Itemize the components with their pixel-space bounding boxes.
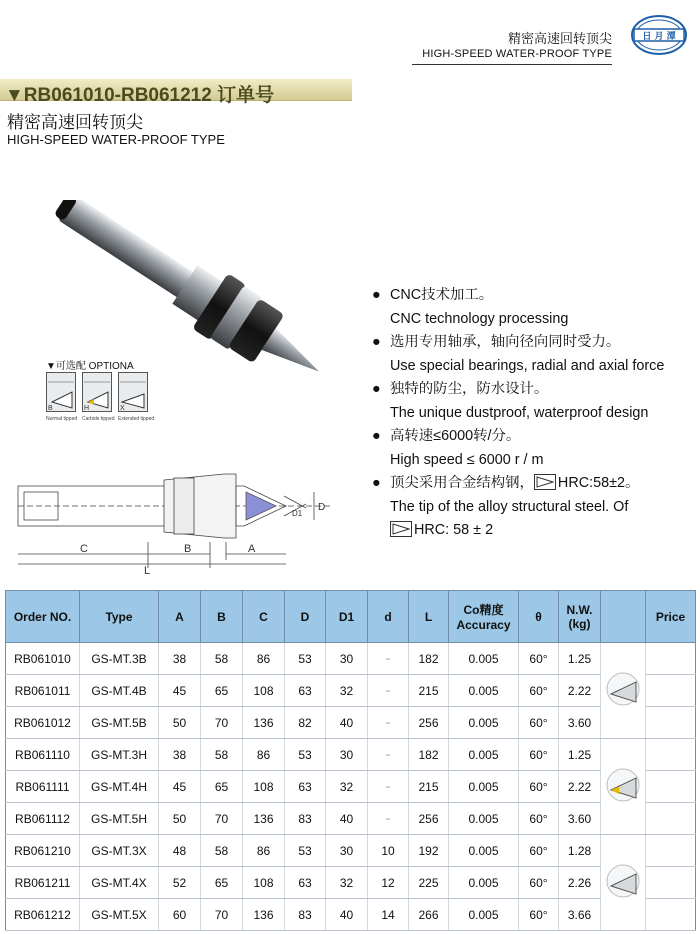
table-cell: 3.66	[559, 899, 601, 931]
table-cell: 83	[285, 803, 326, 835]
price-cell	[646, 739, 696, 771]
table-cell: 266	[409, 899, 449, 931]
table-cell: 40	[326, 803, 368, 835]
table-cell: 136	[243, 707, 285, 739]
table-row	[6, 771, 696, 803]
option-letter-b: B	[48, 405, 53, 412]
table-cell: 58	[201, 835, 243, 867]
table-row	[6, 739, 696, 771]
table-cell: 0.005	[449, 739, 519, 771]
table-row	[6, 803, 696, 835]
price-cell	[646, 643, 696, 675]
table-cell: 63	[285, 867, 326, 899]
hardness-symbol-icon	[534, 474, 556, 490]
table-cell: 3.60	[559, 707, 601, 739]
table-cell: 225	[409, 867, 449, 899]
table-cell: 60°	[519, 643, 559, 675]
table-cell: 0.005	[449, 771, 519, 803]
table-cell: 14	[368, 899, 409, 931]
feature-item: CNC technology processing	[390, 310, 569, 327]
table-cell: 182	[409, 739, 449, 771]
column-header: L	[409, 591, 449, 643]
table-cell: 1.25	[559, 643, 601, 675]
dim-a: A	[248, 543, 256, 555]
table-cell: 2.26	[559, 867, 601, 899]
table-cell: 30	[326, 835, 368, 867]
table-cell: ~	[368, 707, 409, 739]
table-cell: 58	[201, 643, 243, 675]
feature-item: ● 顶尖采用合金结构钢， HRC:58±2。	[372, 475, 640, 491]
table-cell: 45	[159, 771, 201, 803]
order-banner-text: ▼RB061010-RB061212 订单号	[5, 85, 275, 106]
table-cell: 32	[326, 771, 368, 803]
technical-drawing	[14, 456, 334, 581]
table-cell: 65	[201, 771, 243, 803]
header-title-en: HIGH-SPEED WATER-PROOF TYPE	[422, 48, 612, 60]
table-cell: 192	[409, 835, 449, 867]
table-cell: 0.005	[449, 675, 519, 707]
header-divider	[412, 64, 612, 65]
dim-l: L	[144, 565, 151, 576]
column-header: N.W. (kg)	[559, 591, 601, 643]
table-cell: ~	[368, 803, 409, 835]
dim-d: D	[318, 502, 326, 513]
table-row	[6, 643, 696, 675]
table-cell: 50	[159, 803, 201, 835]
option-letter-h: H	[84, 405, 90, 412]
table-cell: RB061112	[6, 803, 80, 835]
table-row	[6, 835, 696, 867]
table-cell: 0.005	[449, 835, 519, 867]
table-cell: GS-MT.5B	[80, 707, 159, 739]
column-header: d	[368, 591, 409, 643]
table-cell: 215	[409, 771, 449, 803]
table-cell: 63	[285, 771, 326, 803]
price-cell	[646, 675, 696, 707]
price-cell	[646, 771, 696, 803]
table-cell: GS-MT.5X	[80, 899, 159, 931]
table-cell: 53	[285, 835, 326, 867]
table-cell: 256	[409, 803, 449, 835]
tip-type-icon	[601, 643, 646, 739]
table-cell: 182	[409, 643, 449, 675]
table-cell: 65	[201, 867, 243, 899]
table-cell: 0.005	[449, 867, 519, 899]
column-header: D1	[326, 591, 368, 643]
column-header: C	[243, 591, 285, 643]
subtitle-en: HIGH-SPEED WATER-PROOF TYPE	[7, 132, 225, 147]
table-cell: 136	[243, 899, 285, 931]
table-cell: 108	[243, 675, 285, 707]
table-cell: 86	[243, 739, 285, 771]
table-cell: RB061010	[6, 643, 80, 675]
price-cell	[646, 899, 696, 931]
table-cell: 60°	[519, 803, 559, 835]
price-cell	[646, 707, 696, 739]
table-cell: 70	[201, 803, 243, 835]
table-cell: 60°	[519, 707, 559, 739]
table-cell: 12	[368, 867, 409, 899]
table-cell: 215	[409, 675, 449, 707]
table-cell: ~	[368, 643, 409, 675]
dim-c: C	[80, 543, 88, 555]
table-cell: 1.28	[559, 835, 601, 867]
table-cell: 86	[243, 835, 285, 867]
table-cell: 60°	[519, 867, 559, 899]
options-title: ▼可选配 OPTIONA	[46, 361, 134, 372]
table-cell: 0.005	[449, 803, 519, 835]
table-cell: RB061110	[6, 739, 80, 771]
column-header: θ	[519, 591, 559, 643]
table-cell: RB061011	[6, 675, 80, 707]
table-cell: RB061012	[6, 707, 80, 739]
table-cell: 60°	[519, 835, 559, 867]
table-cell: 60°	[519, 899, 559, 931]
table-cell: GS-MT.4H	[80, 771, 159, 803]
table-cell: 53	[285, 739, 326, 771]
table-cell: 48	[159, 835, 201, 867]
table-cell: 2.22	[559, 771, 601, 803]
table-cell: 3.60	[559, 803, 601, 835]
price-cell	[646, 867, 696, 899]
table-cell: 32	[326, 675, 368, 707]
table-cell: ~	[368, 739, 409, 771]
subtitle-cn: 精密高速回转顶尖	[7, 113, 143, 132]
table-cell: GS-MT.3H	[80, 739, 159, 771]
table-cell: 65	[201, 675, 243, 707]
table-cell: 30	[326, 739, 368, 771]
table-cell: GS-MT.5H	[80, 803, 159, 835]
table-cell: 40	[326, 899, 368, 931]
table-row	[6, 899, 696, 931]
table-cell: 70	[201, 707, 243, 739]
table-cell: RB061211	[6, 867, 80, 899]
table-cell: 108	[243, 867, 285, 899]
table-cell: 30	[326, 643, 368, 675]
table-cell: GS-MT.4B	[80, 675, 159, 707]
table-cell: 0.005	[449, 643, 519, 675]
table-cell: 58	[201, 739, 243, 771]
column-header: Type	[80, 591, 159, 643]
column-header: Price	[646, 591, 696, 643]
column-header: Order NO.	[6, 591, 80, 643]
table-cell: 83	[285, 899, 326, 931]
table-cell: 60	[159, 899, 201, 931]
feature-item: ● 选用专用轴承，轴向径向同时受力。	[372, 334, 621, 350]
feature-item: ● 独特的防尘，防水设计。	[372, 381, 549, 397]
table-cell: 40	[326, 707, 368, 739]
table-cell: 256	[409, 707, 449, 739]
table-cell: 136	[243, 803, 285, 835]
table-cell: 38	[159, 739, 201, 771]
table-cell: 45	[159, 675, 201, 707]
feature-item: ● CNC技术加工。	[372, 287, 494, 303]
feature-item: High speed ≤ 6000 r / m	[390, 451, 544, 468]
table-cell: 0.005	[449, 899, 519, 931]
price-cell	[646, 803, 696, 835]
table-cell: ~	[368, 675, 409, 707]
table-cell: ~	[368, 771, 409, 803]
table-cell: GS-MT.4X	[80, 867, 159, 899]
table-cell: 10	[368, 835, 409, 867]
column-header: B	[201, 591, 243, 643]
table-cell: 108	[243, 771, 285, 803]
feature-item: Use special bearings, radial and axial force	[390, 357, 665, 374]
dim-b: B	[184, 543, 192, 555]
tip-type-icon	[601, 739, 646, 835]
brand-logo	[630, 14, 688, 56]
table-cell: 86	[243, 643, 285, 675]
option-label-normal: Normal tipped	[46, 416, 78, 422]
option-letter-x: X	[120, 405, 125, 412]
table-cell: 32	[326, 867, 368, 899]
column-header: Co精度 Accuracy	[449, 591, 519, 643]
table-cell: GS-MT.3X	[80, 835, 159, 867]
hardness-symbol-icon	[390, 521, 412, 537]
feature-list	[372, 284, 696, 543]
table-cell: 0.005	[449, 707, 519, 739]
table-cell: 60°	[519, 675, 559, 707]
option-label-carbide: Carbide tipped	[82, 416, 115, 422]
table-cell: 52	[159, 867, 201, 899]
table-cell: RB061210	[6, 835, 80, 867]
table-cell: 60°	[519, 739, 559, 771]
table-cell: 82	[285, 707, 326, 739]
table-cell: RB061212	[6, 899, 80, 931]
table-cell: 38	[159, 643, 201, 675]
feature-item: The unique dustproof, waterproof design	[390, 404, 649, 421]
column-header: A	[159, 591, 201, 643]
table-cell: 53	[285, 643, 326, 675]
price-cell	[646, 835, 696, 867]
table-cell: RB061111	[6, 771, 80, 803]
logo-text: 日 月 潭	[642, 32, 676, 42]
table-cell: GS-MT.3B	[80, 643, 159, 675]
tip-type-icon	[601, 835, 646, 931]
table-row	[6, 707, 696, 739]
feature-item: HRC: 58 ± 2	[372, 519, 696, 543]
table-cell: 2.22	[559, 675, 601, 707]
table-row	[6, 675, 696, 707]
spec-table	[5, 590, 696, 931]
feature-item: The tip of the alloy structural steel. Of	[390, 498, 629, 515]
header-title-cn: 精密高速回转顶尖	[507, 31, 612, 46]
table-row	[6, 867, 696, 899]
option-label-extended: Extended tipped	[118, 416, 155, 422]
table-cell: 60°	[519, 771, 559, 803]
dim-d1: D1	[292, 509, 303, 518]
table-header-row	[6, 591, 696, 643]
table-cell: 1.25	[559, 739, 601, 771]
table-cell: 63	[285, 675, 326, 707]
column-header	[601, 591, 646, 643]
column-header: D	[285, 591, 326, 643]
table-cell: 70	[201, 899, 243, 931]
table-cell: 50	[159, 707, 201, 739]
feature-item: ● 高转速≤6000转/分。	[372, 428, 521, 444]
